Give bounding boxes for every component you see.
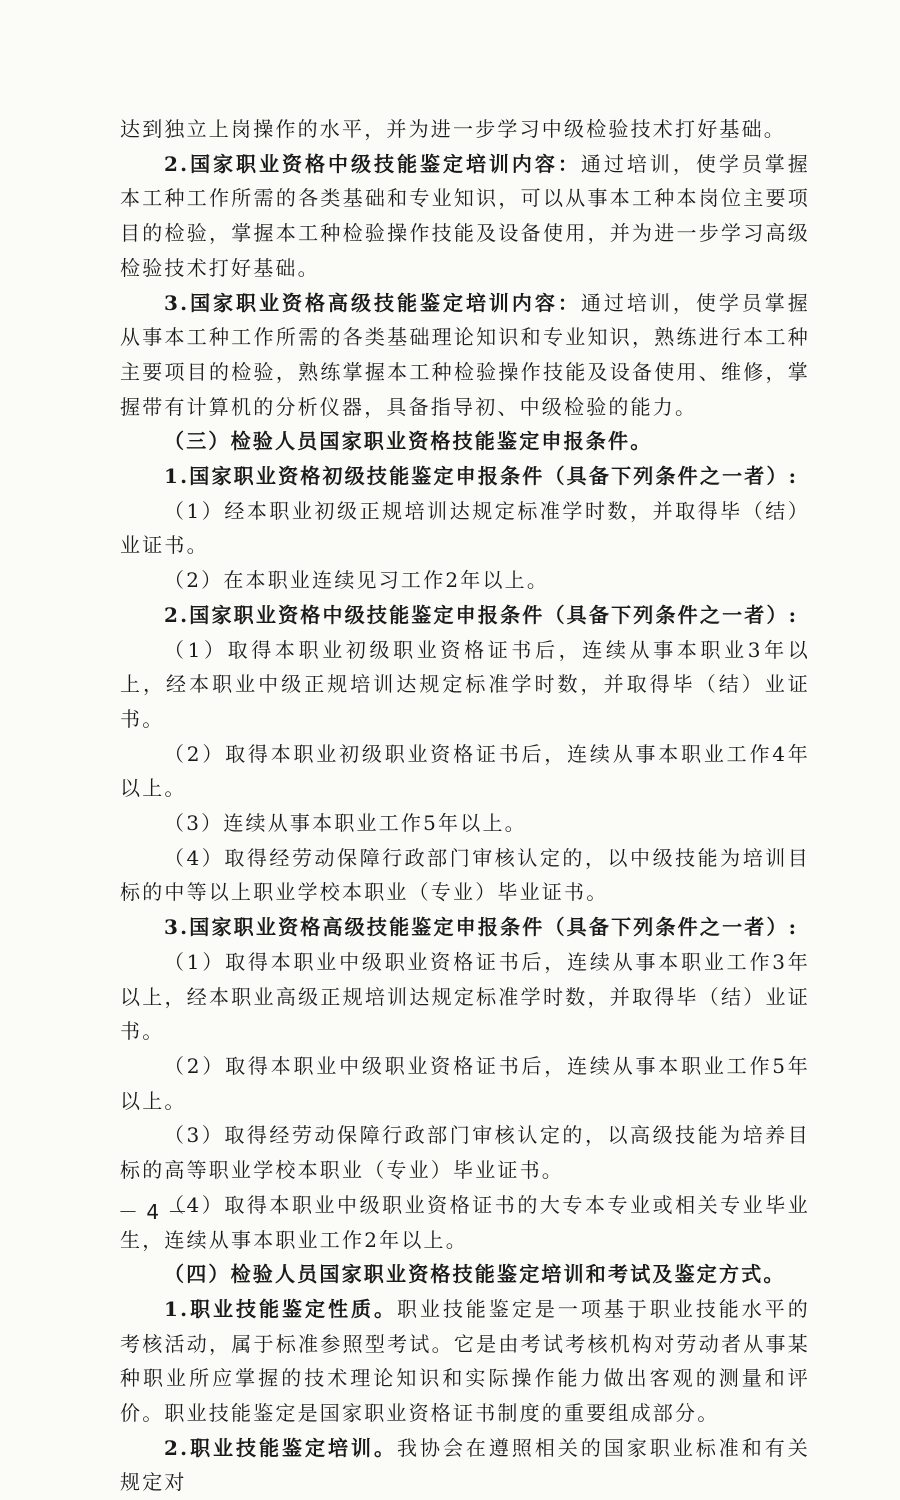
paragraph-heading: （三）检验人员国家职业资格技能鉴定申报条件。 — [164, 429, 653, 454]
paragraph — [120, 737, 810, 806]
paragraph — [120, 598, 810, 633]
paragraph-text: 达到独立上岗操作的水平，并为进一步学习中级检验技术打好基础。 — [120, 117, 786, 141]
paragraph — [120, 1292, 810, 1431]
paragraph-text: （3）取得经劳动保障行政部门审核认定的，以高级技能为培养目标的高等职业学校本职业（专业）毕业证书。 — [120, 1123, 810, 1183]
paragraph — [120, 147, 810, 286]
paragraph — [120, 1188, 810, 1257]
paragraph-heading: 3.国家职业资格高级技能鉴定培训内容： — [164, 290, 581, 315]
paragraph-heading: 2.职业技能鉴定培训。 — [164, 1435, 397, 1460]
paragraph-text: （4）取得本职业中级职业资格证书的大专本专业或相关专业毕业生，连续从事本职业工作2年以上。 — [120, 1192, 810, 1252]
paragraph — [120, 424, 810, 459]
paragraph — [120, 563, 810, 598]
paragraph-heading: 1.职业技能鉴定性质。 — [164, 1296, 397, 1321]
paragraph — [120, 910, 810, 945]
paragraph — [120, 806, 810, 841]
paragraph-text: 我协会在遵照相关的国家职业标准和有关规定对 — [120, 1435, 810, 1495]
paragraph-text: 职业技能鉴定是一项基于职业技能水平的考核活动，属于标准参照型考试。它是由考试考核机构对劳动者从事某种职业所应掌握的技术理论知识和实际操作能力做出客观的测量和评价。职业技能鉴定是国家职业资格证书制度的重要组成部分。 — [120, 1296, 810, 1426]
paragraph-text: 通过培训，使学员掌握本工种工作所需的各类基础和专业知识，可以从事本工种本岗位主要项目的检验，掌握本工种检验操作技能及设备使用，并为进一步学习高级检验技术打好基础。 — [120, 151, 810, 280]
paragraph — [120, 112, 810, 147]
paragraph-heading: 3.国家职业资格高级技能鉴定申报条件（具备下列条件之一者）: — [164, 915, 799, 940]
paragraph-text: （4）取得经劳动保障行政部门审核认定的，以中级技能为培训目标的中等以上职业学校本职业（专业）毕业证书。 — [120, 845, 810, 905]
paragraph-heading: 2.国家职业资格中级技能鉴定培训内容： — [164, 151, 581, 176]
paragraph-text: （1）经本职业初级正规培训达规定标准学时数，并取得毕（结）业证书。 — [120, 498, 810, 558]
paragraph — [120, 945, 810, 1049]
paragraph-text: （2）取得本职业初级职业资格证书后，连续从事本职业工作4年以上。 — [120, 741, 810, 801]
paragraph-text: （2）在本职业连续见习工作2年以上。 — [164, 568, 550, 593]
paragraph-heading: （四）检验人员国家职业资格技能鉴定培训和考试及鉴定方式。 — [164, 1262, 786, 1287]
paragraph — [120, 1118, 810, 1187]
paragraph — [120, 841, 810, 910]
paragraph-text: 通过培训，使学员掌握从事本工种工作所需的各类基础理论知识和专业知识，熟练进行本工种主要项目的检验，熟练掌握本工种检验操作技能及设备使用、维修，掌握带有计算机的分析仪器，具备指导初、中级检验的能力。 — [120, 290, 810, 419]
paragraph-heading: 2.国家职业资格中级技能鉴定申报条件（具备下列条件之一者）: — [164, 602, 799, 627]
paragraph — [120, 1257, 810, 1292]
paragraph — [120, 286, 810, 425]
page-number: － 4 － — [118, 1200, 189, 1224]
paragraph — [120, 1431, 810, 1500]
paragraph-text: （1）取得本职业初级职业资格证书后，连续从事本职业3年以上，经本职业中级正规培训达规定标准学时数，并取得毕（结）业证书。 — [120, 637, 810, 731]
paragraph-text: （2）取得本职业中级职业资格证书后，连续从事本职业工作5年以上。 — [120, 1053, 810, 1113]
paragraph — [120, 633, 810, 737]
document-body — [120, 112, 810, 1500]
paragraph — [120, 494, 810, 563]
paragraph-text: （3）连续从事本职业工作5年以上。 — [164, 811, 527, 836]
paragraph — [120, 459, 810, 494]
paragraph-text: （1）取得本职业中级职业资格证书后，连续从事本职业工作3年以上，经本职业高级正规培训达规定标准学时数，并取得毕（结）业证书。 — [120, 949, 810, 1044]
paragraph — [120, 1049, 810, 1118]
paragraph-heading: 1.国家职业资格初级技能鉴定申报条件（具备下列条件之一者）: — [164, 464, 799, 489]
